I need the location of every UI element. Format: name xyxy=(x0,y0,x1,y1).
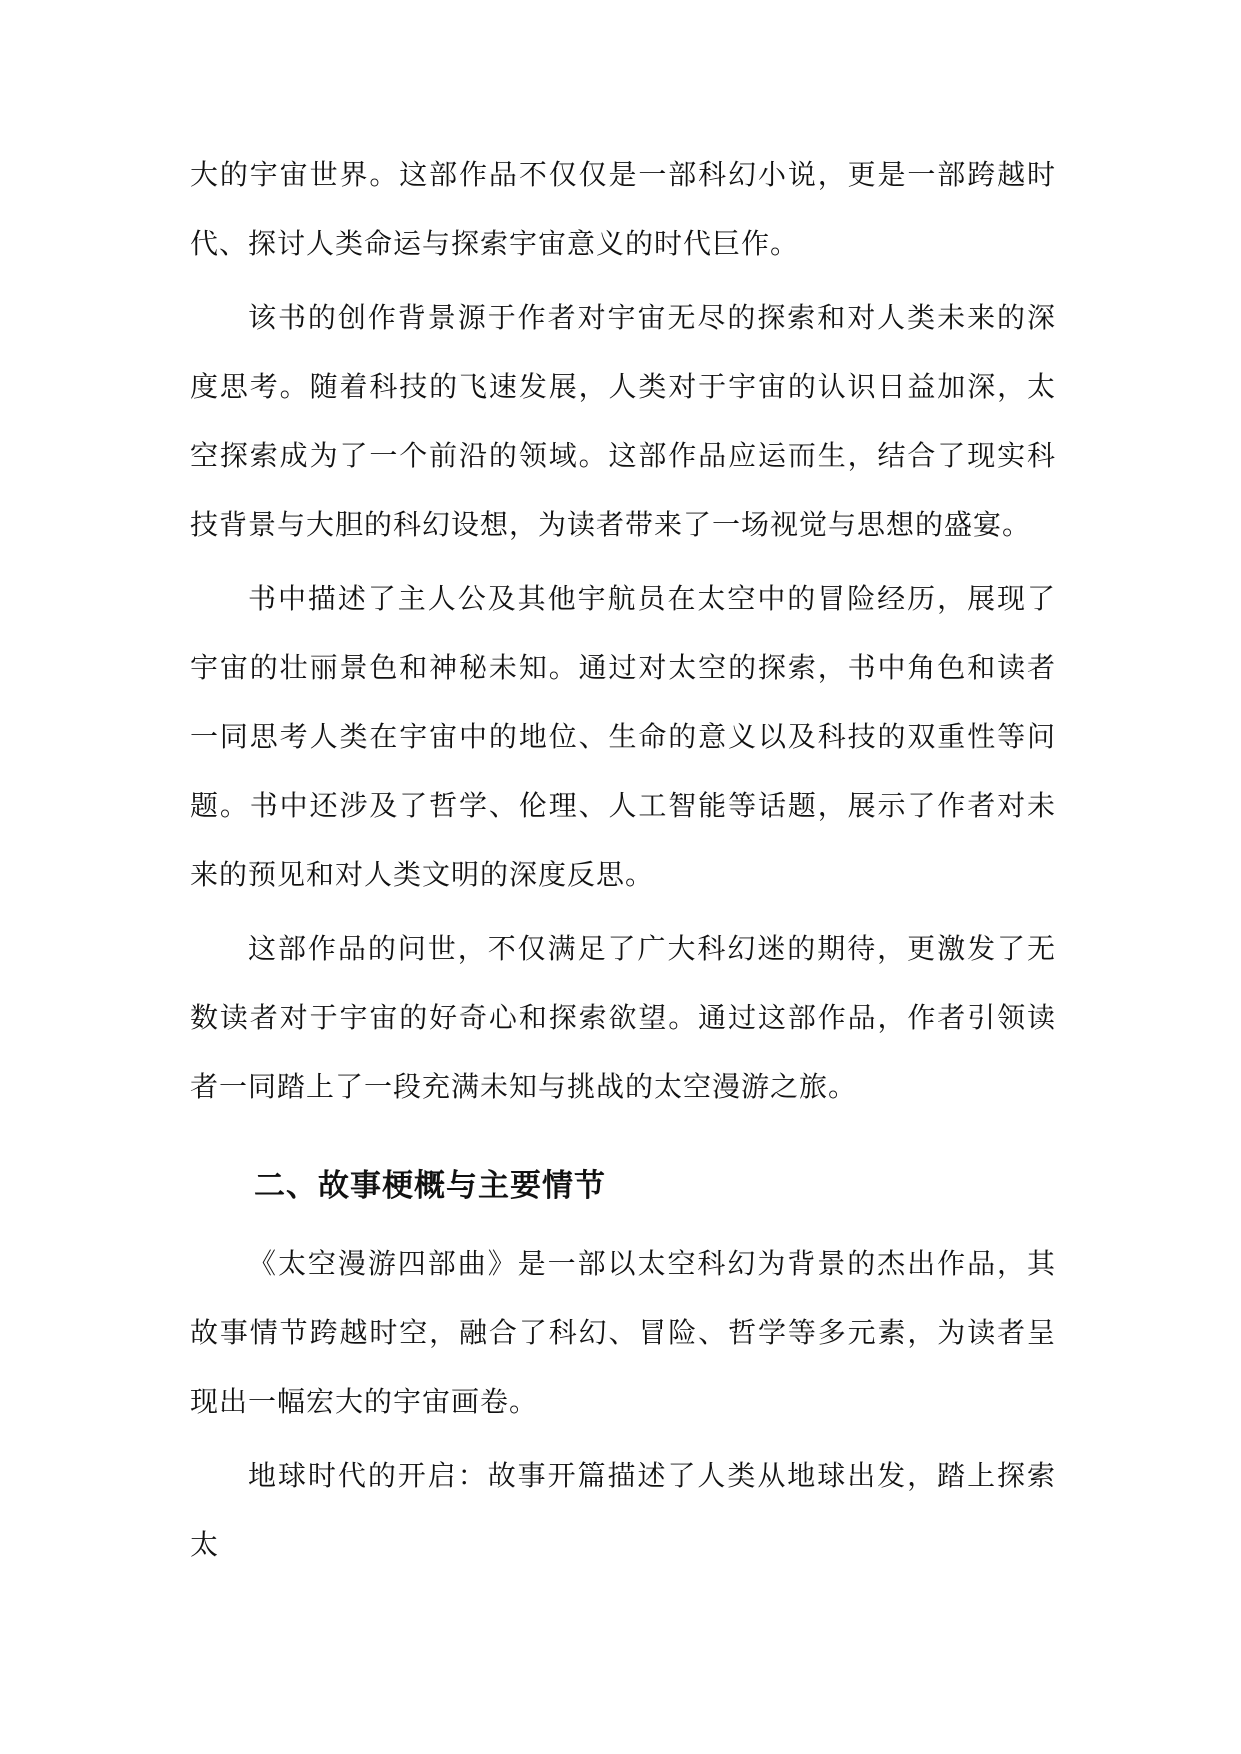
paragraph-story-overview: 《太空漫游四部曲》是一部以太空科幻为背景的杰出作品，其故事情节跨越时空，融合了科幻、冒险、哲学等多元素，为读者呈现出一幅宏大的宇宙画卷。 xyxy=(190,1247,1056,1418)
paragraph-book-content: 书中描述了主人公及其他宇航员在太空中的冒险经历，展现了宇宙的壮丽景色和神秘未知。通过对太空的探索，书中角色和读者一同思考人类在宇宙中的地位、生命的意义以及科技的双重性等问题。书中还涉及了哲学、伦理、人工智能等话题，展示了作者对未来的预见和对人类文明的深度反思。 xyxy=(190,582,1056,891)
document-body xyxy=(190,140,1056,1584)
paragraph-continuation: 大的宇宙世界。这部作品不仅仅是一部科幻小说，更是一部跨越时代、探讨人类命运与探索宇宙意义的时代巨作。 xyxy=(190,158,1056,260)
paragraph-creation-background: 该书的创作背景源于作者对宇宙无尽的探索和对人类未来的深度思考。随着科技的飞速发展，人类对于宇宙的认识日益加深，太空探索成为了一个前沿的领域。这部作品应运而生，结合了现实科技背景与大胆的科幻设想，为读者带来了一场视觉与思想的盛宴。 xyxy=(190,301,1056,541)
paragraph-earth-era: 地球时代的开启：故事开篇描述了人类从地球出发，踏上探索太 xyxy=(190,1459,1056,1561)
paragraph-book-impact: 这部作品的问世，不仅满足了广大科幻迷的期待，更激发了无数读者对于宇宙的好奇心和探索欲望。通过这部作品，作者引领读者一同踏上了一段充满未知与挑战的太空漫游之旅。 xyxy=(190,932,1056,1103)
section-heading: 二、故事梗概与主要情节 xyxy=(254,1168,606,1204)
